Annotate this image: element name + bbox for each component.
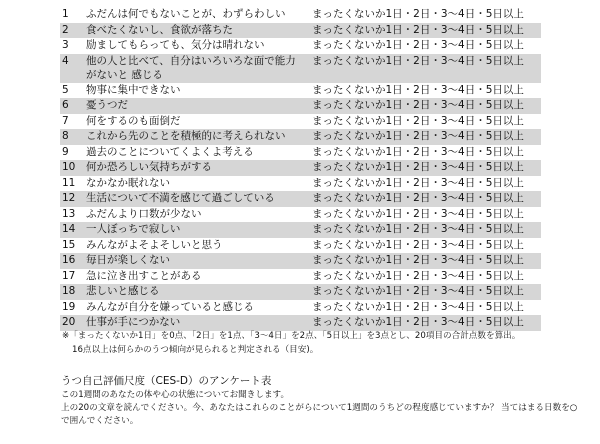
question-number: 19 (62, 300, 76, 313)
question-row (60, 207, 541, 223)
question-row (60, 191, 541, 207)
answer-scale[interactable]: まったくないか1日・2日・3～4日・5日以上 (312, 145, 524, 158)
answer-scale[interactable]: まったくないか1日・2日・3～4日・5日以上 (312, 269, 524, 282)
question-text: 過去のことについてくよくよ考える (86, 145, 254, 158)
answer-scale[interactable]: まったくないか1日・2日・3～4日・5日以上 (312, 192, 524, 204)
question-text: 仕事が手につかない (86, 316, 181, 328)
scoring-note-line: 16点以上は何らかのうつ傾向が見られると判定される（目安)。 (72, 344, 319, 355)
question-text: みんなが自分を嫌っていると感じる (86, 300, 254, 313)
question-row (60, 176, 541, 192)
question-text: 何か恐ろしい気持ちがする (86, 161, 212, 173)
question-number: 15 (62, 238, 76, 251)
question-row (60, 54, 541, 83)
instructions (61, 389, 581, 428)
question-row (60, 114, 541, 130)
question-text: 何をするのも面倒だ (86, 114, 181, 127)
answer-scale[interactable]: まったくないか1日・2日・3～4日・5日以上 (312, 285, 524, 297)
answer-scale[interactable]: まったくないか1日・2日・3～4日・5日以上 (312, 316, 524, 328)
question-row (60, 83, 541, 99)
question-number: 13 (62, 207, 76, 220)
question-number: 6 (62, 99, 69, 111)
answer-scale[interactable]: まったくないか1日・2日・3～4日・5日以上 (312, 130, 524, 142)
answer-scale[interactable]: まったくないか1日・2日・3～4日・5日以上 (312, 300, 524, 313)
question-text: なかなか眠れない (86, 176, 170, 189)
question-number: 11 (62, 176, 76, 189)
question-text: ふだんは何でもないことが、わずらわしい (86, 8, 286, 20)
answer-scale[interactable]: まったくないか1日・2日・3～4日・5日以上 (312, 54, 524, 67)
question-row (60, 129, 541, 145)
answer-scale[interactable]: まったくないか1日・2日・3～4日・5日以上 (312, 238, 524, 251)
question-number: 5 (62, 83, 69, 96)
question-row (60, 38, 541, 54)
question-text: 悲しいと感じる (86, 285, 160, 297)
question-number: 12 (62, 192, 76, 204)
question-number: 2 (62, 23, 69, 36)
answer-scale[interactable]: まったくないか1日・2日・3～4日・5日以上 (312, 176, 524, 189)
question-text: ふだんより口数が少ない (86, 207, 202, 220)
question-row (60, 284, 541, 300)
question-row (60, 145, 541, 161)
answer-scale[interactable]: まったくないか1日・2日・3～4日・5日以上 (312, 161, 524, 173)
question-text: 物事に集中できない (86, 83, 181, 96)
answer-scale[interactable]: まったくないか1日・2日・3～4日・5日以上 (312, 39, 524, 51)
question-row (60, 98, 541, 114)
question-row (60, 222, 541, 238)
answer-scale[interactable]: まったくないか1日・2日・3～4日・5日以上 (312, 99, 524, 111)
question-text: 励ましてもらっても、気分は晴れない (86, 39, 265, 51)
question-number: 17 (62, 269, 76, 282)
question-text: みんながよそよそしいと思う (86, 238, 223, 251)
document-title: うつ自己評価尺度（CES-D）のアンケート表 (61, 375, 272, 387)
question-number: 10 (62, 161, 76, 173)
scoring-note-line: ※「まったくないか1日」を0点、「2日」を1点、「3～4日」を2点、「5日以上」を3点とし、20項目の合計点数を算出。 (62, 331, 521, 341)
question-row (60, 23, 541, 39)
question-row (60, 315, 541, 331)
instructions-line: 上の20の文章を読んでください。今、あなたはこれらのことがらについて1週間のうちどの程度感じていますか？ 当てはまる日数を○で囲んでください。 (61, 403, 578, 426)
question-number: 7 (62, 114, 69, 127)
question-number: 3 (62, 39, 69, 51)
instructions-line: この1週間のあなたの体や心の状態についてお聞きします。 (61, 390, 290, 400)
answer-scale[interactable]: まったくないか1日・2日・3～4日・5日以上 (312, 23, 524, 36)
question-table (60, 7, 541, 331)
question-row (60, 160, 541, 176)
question-number: 14 (62, 223, 76, 235)
question-text: 憂うつだ (86, 99, 128, 111)
question-number: 9 (62, 145, 69, 158)
question-number: 20 (62, 316, 76, 328)
question-text: 生活について不満を感じて過ごしている (86, 192, 275, 204)
question-text: 一人ぼっちで寂しい (86, 223, 181, 235)
question-text: 食べたくないし、食欲が落ちた (86, 23, 233, 36)
question-row (60, 269, 541, 285)
answer-scale[interactable]: まったくないか1日・2日・3～4日・5日以上 (312, 207, 524, 220)
question-number: 16 (62, 254, 76, 266)
question-text: これから先のことを積極的に考えられない (86, 130, 286, 142)
question-number: 1 (62, 8, 69, 20)
answer-scale[interactable]: まったくないか1日・2日・3～4日・5日以上 (312, 83, 524, 96)
question-row (60, 238, 541, 254)
question-row (60, 253, 541, 269)
question-number: 8 (62, 130, 69, 142)
answer-scale[interactable]: まったくないか1日・2日・3～4日・5日以上 (312, 8, 524, 20)
question-number: 18 (62, 285, 76, 297)
answer-scale[interactable]: まったくないか1日・2日・3～4日・5日以上 (312, 223, 524, 235)
answer-scale[interactable]: まったくないか1日・2日・3～4日・5日以上 (312, 114, 524, 127)
question-text: 他の人と比べて、自分はいろいろな面で能力がないと 感じる (86, 54, 296, 81)
question-row (60, 300, 541, 316)
question-text: 毎日が楽しくない (86, 254, 170, 266)
answer-scale[interactable]: まったくないか1日・2日・3～4日・5日以上 (312, 254, 524, 266)
question-row (60, 7, 541, 23)
scoring-note (62, 330, 582, 357)
question-text: 急に泣き出すことがある (86, 269, 202, 282)
question-number: 4 (62, 54, 69, 67)
